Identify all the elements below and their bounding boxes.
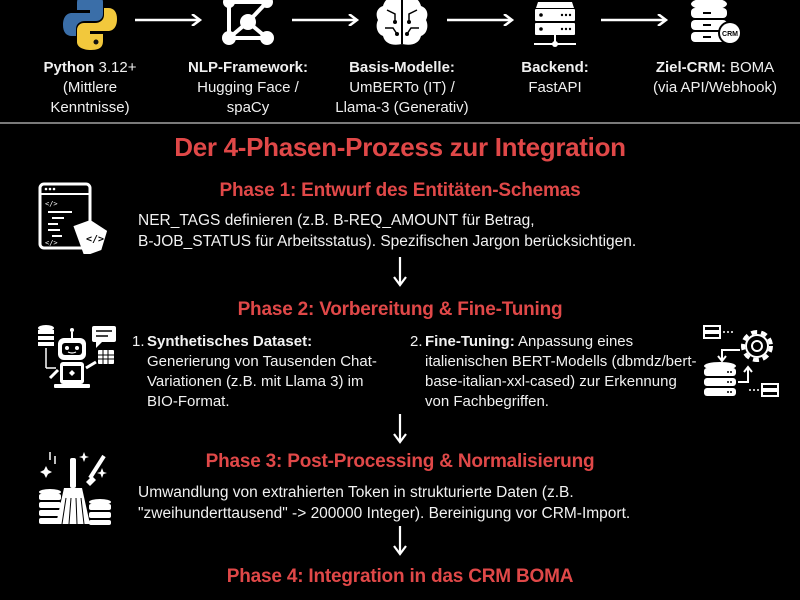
stage-backend xyxy=(505,0,605,98)
section-divider xyxy=(0,122,800,124)
stage-label: Python 3.12+ (Mittlere Kenntnisse) xyxy=(43,59,137,116)
arrow-down-icon xyxy=(393,257,407,287)
stage-label: Ziel-CRM: BOMA (via API/Webhook) xyxy=(653,59,777,96)
svg-text:</>: </> xyxy=(45,239,58,247)
phase-2-item-2: 2. Fine-Tuning: Anpassung eines italienischen BERT-Modells (dbmdz/bert-base-italian-xxl-cased) zur Erkennung von Fachbegriffen. xyxy=(410,333,697,410)
phase-2-item-1: 1. Synthetisches Dataset: Generierung von Tausenden Chat-Variationen (z.B. mit Llama 3) im BIO-Format. xyxy=(132,333,377,410)
crm-badge: CRM xyxy=(722,31,738,38)
server-icon xyxy=(505,0,605,50)
svg-text:</>: </> xyxy=(86,234,105,245)
robot-dataset-icon xyxy=(36,324,120,399)
phase-2-title: Phase 2: Vorbereitung & Fine-Tuning xyxy=(237,299,563,320)
svg-text:</>: </> xyxy=(45,200,58,208)
stage-label: Basis-Modelle: UmBERTo (IT) / Llama-3 (Generativ) xyxy=(335,59,469,116)
tech-stack-pipeline xyxy=(0,0,800,122)
stage-label: NLP-Framework: Hugging Face / spaCy xyxy=(187,59,309,116)
phase-3-title: Phase 3: Post-Processing & Normalisierung xyxy=(205,451,595,472)
database-gear-icon xyxy=(700,322,782,405)
phase-1-title: Phase 1: Entwurf des Entitäten-Schemas xyxy=(219,180,581,201)
stage-target-crm xyxy=(640,0,790,98)
main-title: Der 4-Phasen-Prozess zur Integration xyxy=(174,132,626,162)
phase-3-description: Umwandlung von extrahierten Token in strukturierte Daten (z.B. "zweihunderttausend" -> 200000 Integer). Bereinigung vor CRM-Import. xyxy=(138,484,631,522)
phase-4-title: Phase 4: Integration in das CRM BOMA xyxy=(226,566,574,587)
python-logo-icon xyxy=(30,0,150,50)
arrow-down-icon xyxy=(393,414,407,444)
stage-python xyxy=(30,0,150,118)
crm-database-icon xyxy=(640,0,790,50)
phase-1-description: NER_TAGS definieren (z.B. B-REQ_AMOUNT für Betrag, B-JOB_STATUS für Arbeitsstatus). Spezifischen Jargon berücksichtigen. xyxy=(138,212,637,250)
stage-label: Backend: FastAPI xyxy=(521,59,589,96)
arrow-down-icon xyxy=(393,526,407,556)
